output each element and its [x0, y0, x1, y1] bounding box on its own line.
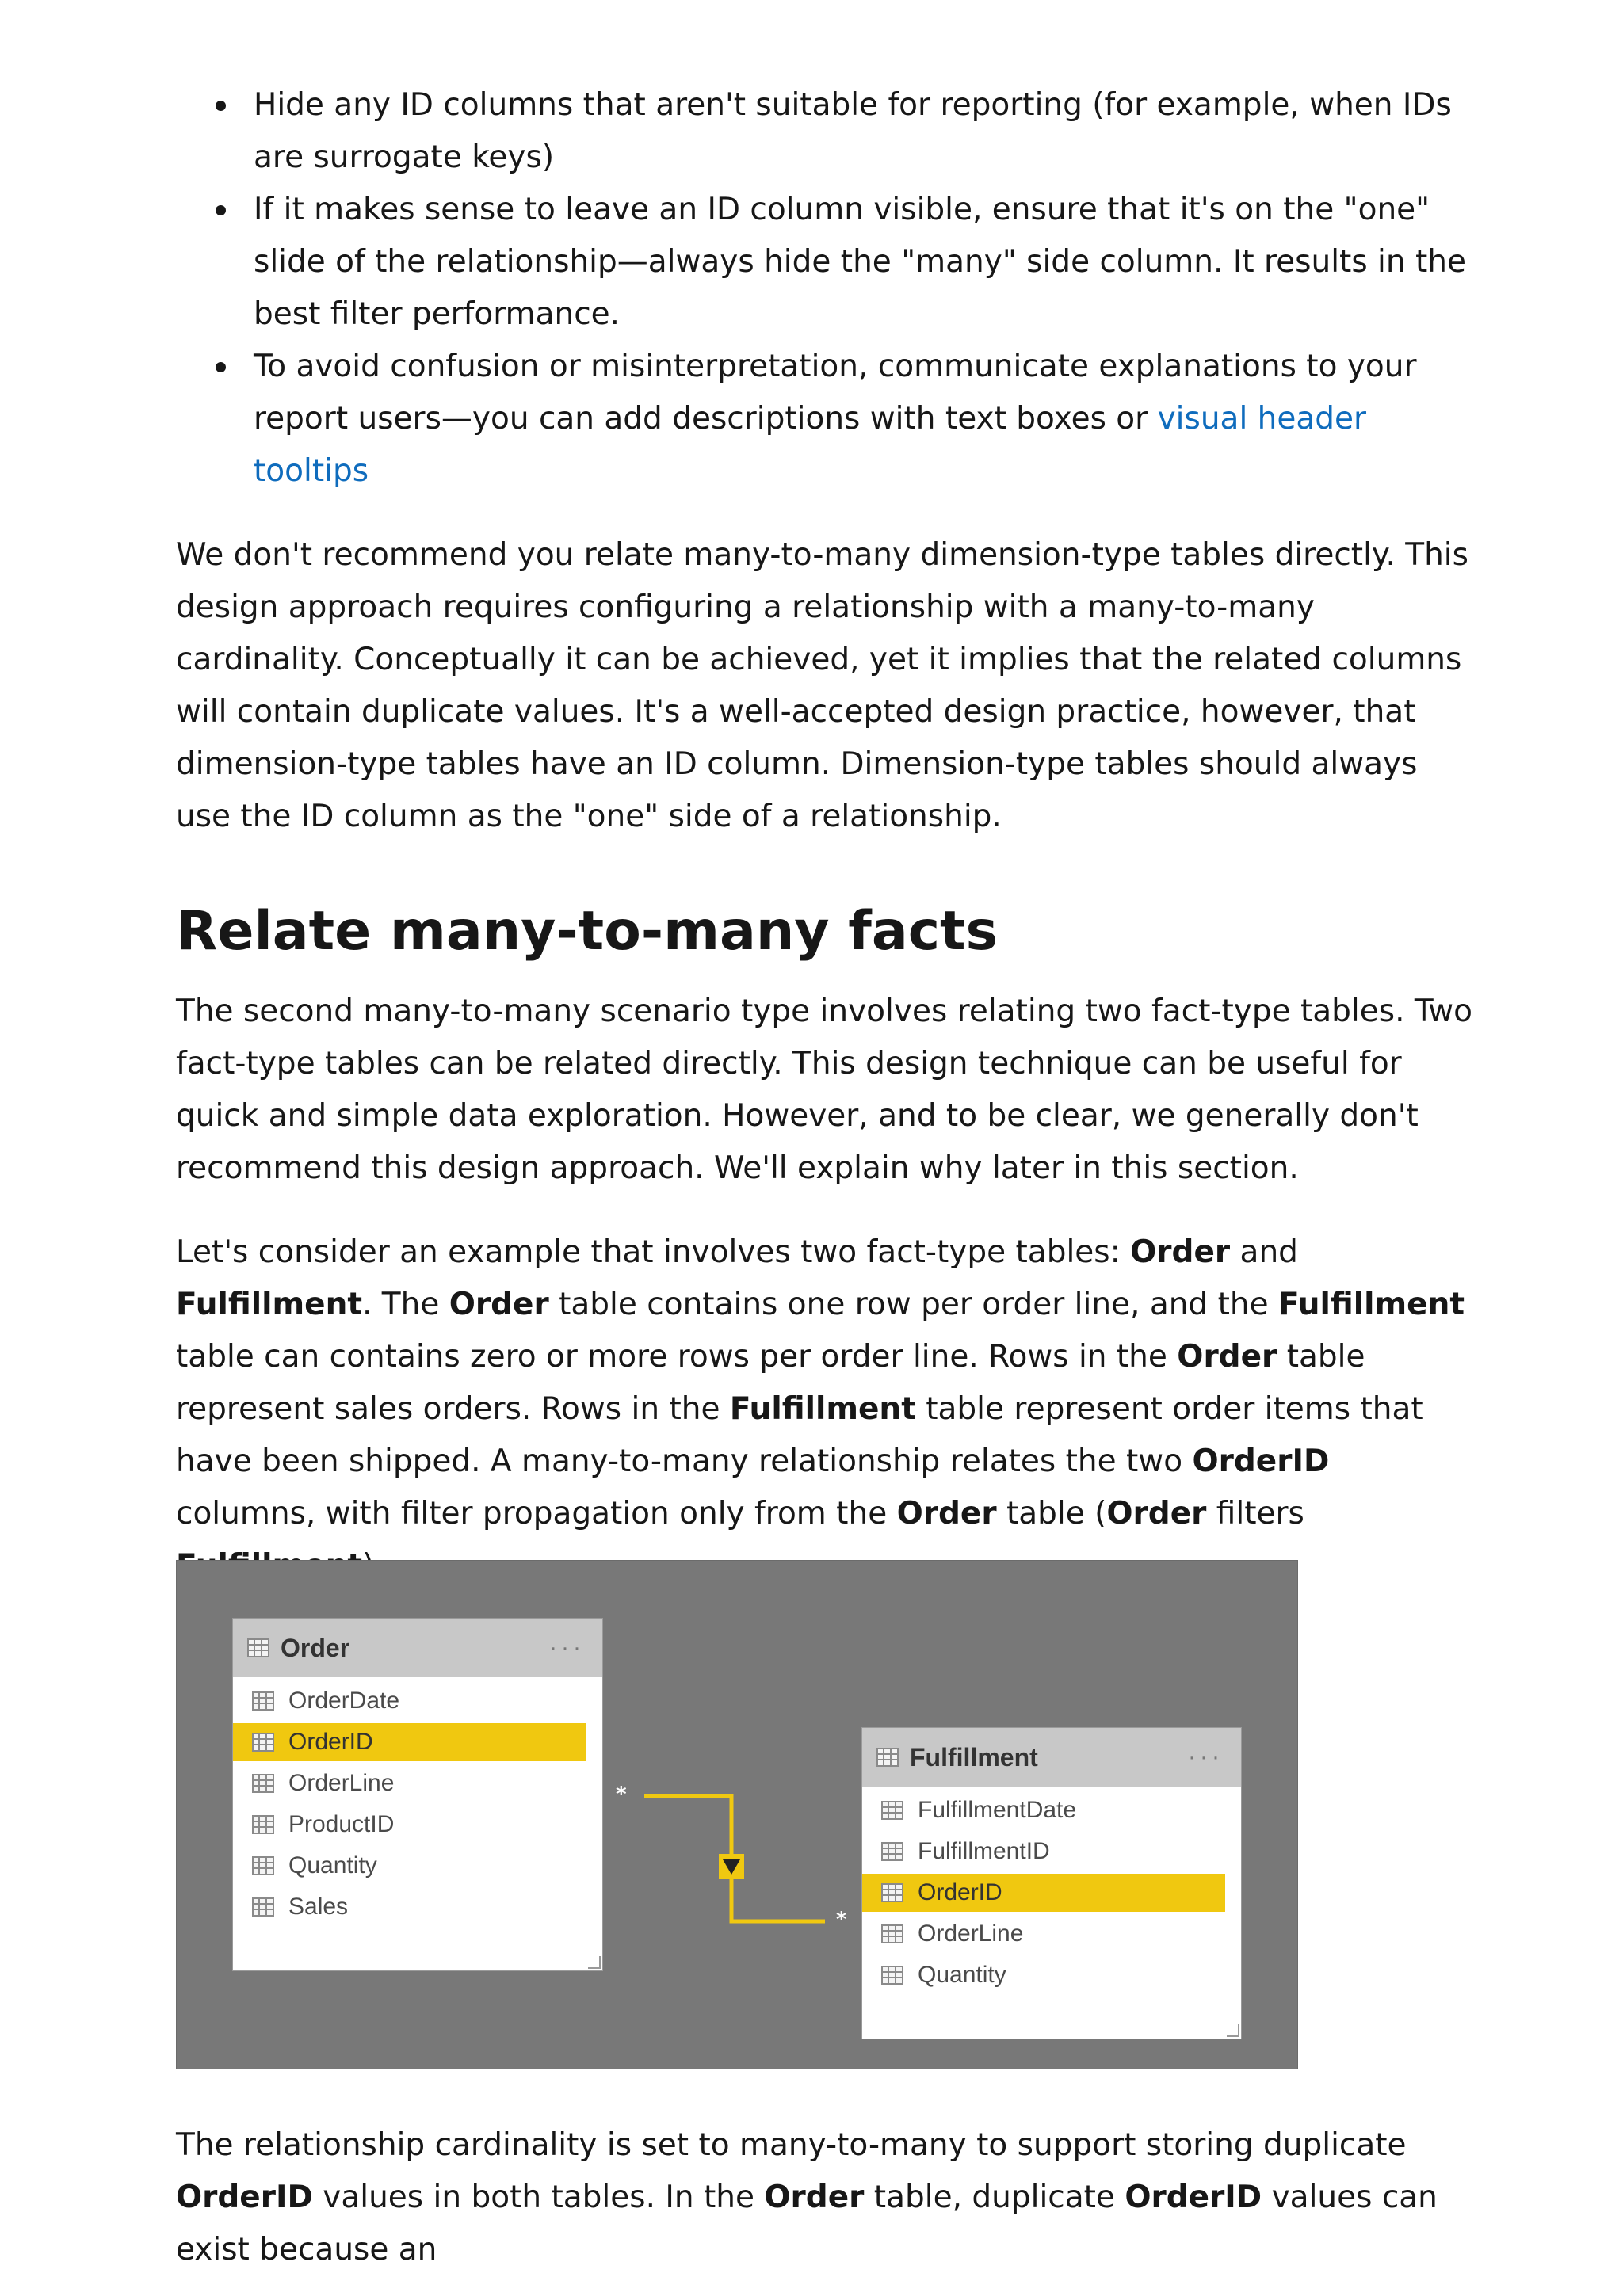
text: . The	[361, 1287, 449, 1322]
list-item-text: To avoid confusion or misinterpretation, communicate explanations to your report users—you can add descriptions with text boxes or	[254, 349, 1417, 437]
field-label: FulfillmentID	[918, 1838, 1050, 1864]
bold-text: Order	[764, 2180, 865, 2215]
text: table represent sales orders. Rows in the	[176, 1339, 1365, 1427]
list-item: Hide any ID columns that aren't suitable for reporting (for example, when IDs are surrogate keys)	[176, 79, 1476, 184]
text: table, duplicate	[864, 2180, 1125, 2215]
many-cardinality-right: *	[836, 1908, 847, 1932]
article-content	[176, 79, 1476, 1592]
bold-text: Order	[1106, 1496, 1207, 1531]
field-label: Quantity	[918, 1962, 1006, 1988]
bold-text: Fulfillment	[176, 1287, 362, 1322]
bold-text: OrderID	[176, 2180, 313, 2215]
field-label: OrderLine	[918, 1920, 1024, 1947]
field-label: FulfillmentDate	[918, 1797, 1077, 1823]
relationship-diagram	[176, 1560, 1298, 2069]
field-label: OrderID	[288, 1729, 373, 1755]
field-label: OrderDate	[288, 1688, 400, 1714]
bold-text: Fulfillment	[729, 1391, 916, 1427]
section-heading: Relate many-to-many facts	[176, 900, 999, 963]
text: columns, with filter propagation only from the	[176, 1496, 897, 1531]
text: table contains one row per order line, and the	[548, 1287, 1278, 1322]
field-label: OrderID	[918, 1879, 1002, 1905]
text: filters	[1206, 1496, 1304, 1531]
text: The relationship cardinality is set to many-to-many to support storing duplicate	[176, 2127, 1407, 2163]
paragraph-example	[176, 1226, 1476, 1592]
bold-text: Order	[896, 1496, 997, 1531]
paragraph-dimension-tables: We don't recommend you relate many-to-many dimension-type tables directly. This design approach requires configuring a relationship with a many-to-many cardinality. Conceptually it can be achieved, yet it implies that the related columns will contain duplicate values. It's a well-accepted design practice, however, that dimension-type tables have an ID column. Dimension-type tables should always use the ID column as the "one" side of a relationship.	[176, 537, 1468, 834]
text: values can exist because an	[176, 2180, 1438, 2267]
paragraph-cardinality	[176, 2119, 1476, 2276]
text: table (	[996, 1496, 1107, 1531]
list-item: If it makes sense to leave an ID column visible, ensure that it's on the "one" slide of the relationship—always hide the "many" side column. It results in the best filter performance.	[176, 184, 1476, 341]
order-table-title: Order	[281, 1633, 350, 1662]
fulfillment-table-title: Fulfillment	[910, 1742, 1038, 1772]
bold-text: OrderID	[1192, 1444, 1330, 1479]
field-label: Quantity	[288, 1852, 377, 1878]
bold-text: OrderID	[1125, 2180, 1262, 2215]
bold-text: Order	[449, 1287, 549, 1322]
text: Let's consider an example that involves two fact-type tables:	[176, 1234, 1131, 1270]
bold-text: Order	[1130, 1234, 1231, 1270]
visual-header-tooltips-link[interactable]: visual header tooltips	[254, 401, 1367, 489]
many-cardinality-left: *	[616, 1783, 627, 1806]
field-label: OrderLine	[288, 1770, 395, 1796]
bold-text: Order	[1177, 1339, 1277, 1375]
more-options-icon[interactable]: ···	[1188, 1744, 1224, 1770]
text: and	[1230, 1234, 1298, 1270]
relationship-connector[interactable]	[177, 1561, 1297, 2069]
bold-text: Fulfillment	[1278, 1287, 1465, 1322]
field-label: ProductID	[288, 1811, 395, 1837]
paragraph-fact-tables: The second many-to-many scenario type involves relating two fact-type tables. Two fact-type tables can be related directly. This design technique can be useful for quick and simple data exploration. However, and to be clear, we generally don't recommend this design approach. We'll explain why later in this section.	[176, 994, 1472, 1186]
text: table can contains zero or more rows per order line. Rows in the	[176, 1339, 1178, 1375]
recommendation-list	[176, 79, 1476, 498]
more-options-icon[interactable]: ···	[549, 1634, 585, 1661]
text: values in both tables. In the	[312, 2180, 765, 2215]
field-label: Sales	[288, 1894, 349, 1920]
text: table represent order items that have been shipped. A many-to-many relationship relates the two	[176, 1391, 1423, 1479]
list-item	[176, 341, 1476, 498]
